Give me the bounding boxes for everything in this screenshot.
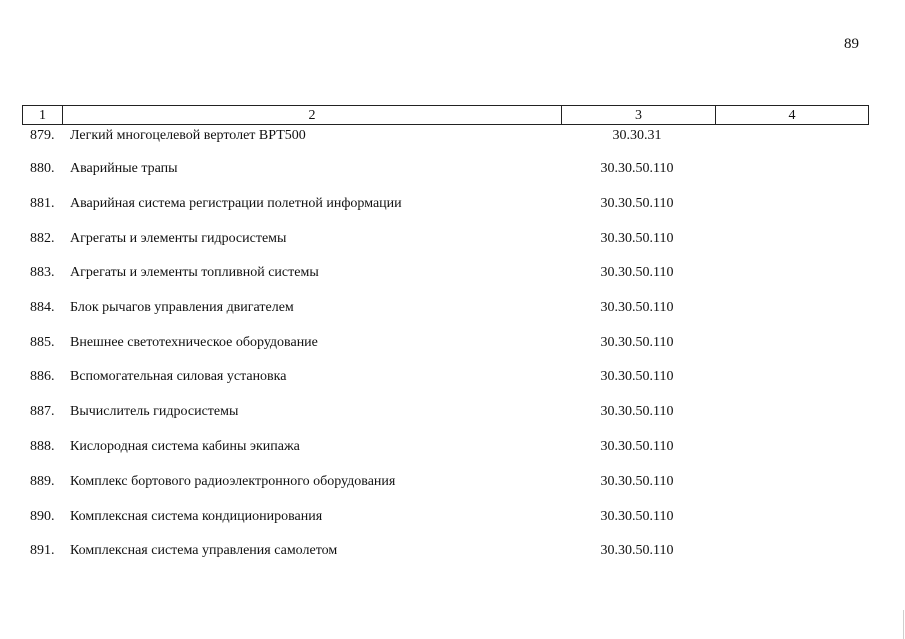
row-name: Комплексная система управления самолетом xyxy=(70,543,338,558)
header-col-2: 2 xyxy=(63,106,562,124)
row-number: 886. xyxy=(30,369,55,384)
row-code: 30.30.50.110 xyxy=(600,196,674,211)
row-code: 30.30.50.110 xyxy=(600,404,674,419)
row-number: 883. xyxy=(30,265,55,280)
row-code: 30.30.50.110 xyxy=(600,265,674,280)
row-code: 30.30.31 xyxy=(612,128,662,143)
row-code: 30.30.50.110 xyxy=(600,474,674,489)
table-row xyxy=(0,298,905,318)
table-row xyxy=(0,194,905,214)
table-row xyxy=(0,263,905,283)
row-name: Внешнее светотехническое оборудование xyxy=(70,335,318,350)
row-name: Вспомогательная силовая установка xyxy=(70,369,287,384)
header-col-1: 1 xyxy=(23,106,63,124)
row-name: Аварийная система регистрации полетной информации xyxy=(70,196,402,211)
row-name: Кислородная система кабины экипажа xyxy=(70,439,300,454)
table-row xyxy=(0,367,905,387)
row-number: 879. xyxy=(30,128,55,143)
row-name: Легкий многоцелевой вертолет ВРТ500 xyxy=(70,128,306,143)
row-number: 889. xyxy=(30,474,55,489)
row-code: 30.30.50.110 xyxy=(600,161,674,176)
table-row xyxy=(0,333,905,353)
table-row xyxy=(0,229,905,249)
row-number: 888. xyxy=(30,439,55,454)
row-number: 881. xyxy=(30,196,55,211)
row-name: Агрегаты и элементы гидросистемы xyxy=(70,231,287,246)
header-col-4: 4 xyxy=(788,108,796,123)
row-name: Агрегаты и элементы топливной системы xyxy=(70,265,319,280)
row-number: 884. xyxy=(30,300,55,315)
row-code: 30.30.50.110 xyxy=(600,369,674,384)
row-number: 890. xyxy=(30,509,55,524)
table-row xyxy=(0,159,905,179)
row-code: 30.30.50.110 xyxy=(600,231,674,246)
table-row xyxy=(0,402,905,422)
row-name: Вычислитель гидросистемы xyxy=(70,404,239,419)
table-row xyxy=(0,126,905,146)
table-row xyxy=(0,541,905,561)
row-code: 30.30.50.110 xyxy=(600,439,674,454)
table-header xyxy=(22,105,869,125)
table-row xyxy=(0,437,905,457)
row-code: 30.30.50.110 xyxy=(600,335,674,350)
row-number: 882. xyxy=(30,231,55,246)
row-code: 30.30.50.110 xyxy=(600,300,674,315)
row-number: 891. xyxy=(30,543,55,558)
scan-edge-mark xyxy=(903,610,904,639)
row-code: 30.30.50.110 xyxy=(600,543,674,558)
row-name: Блок рычагов управления двигателем xyxy=(70,300,294,315)
row-number: 885. xyxy=(30,335,55,350)
row-name: Комплексная система кондиционирования xyxy=(70,509,323,524)
row-code: 30.30.50.110 xyxy=(600,509,674,524)
page-number: 89 xyxy=(844,36,859,52)
row-name: Аварийные трапы xyxy=(70,161,178,176)
row-name: Комплекс бортового радиоэлектронного оборудования xyxy=(70,474,396,489)
row-number: 880. xyxy=(30,161,55,176)
row-number: 887. xyxy=(30,404,55,419)
table-row xyxy=(0,472,905,492)
table-row xyxy=(0,507,905,527)
header-col-3: 3 xyxy=(562,106,716,124)
